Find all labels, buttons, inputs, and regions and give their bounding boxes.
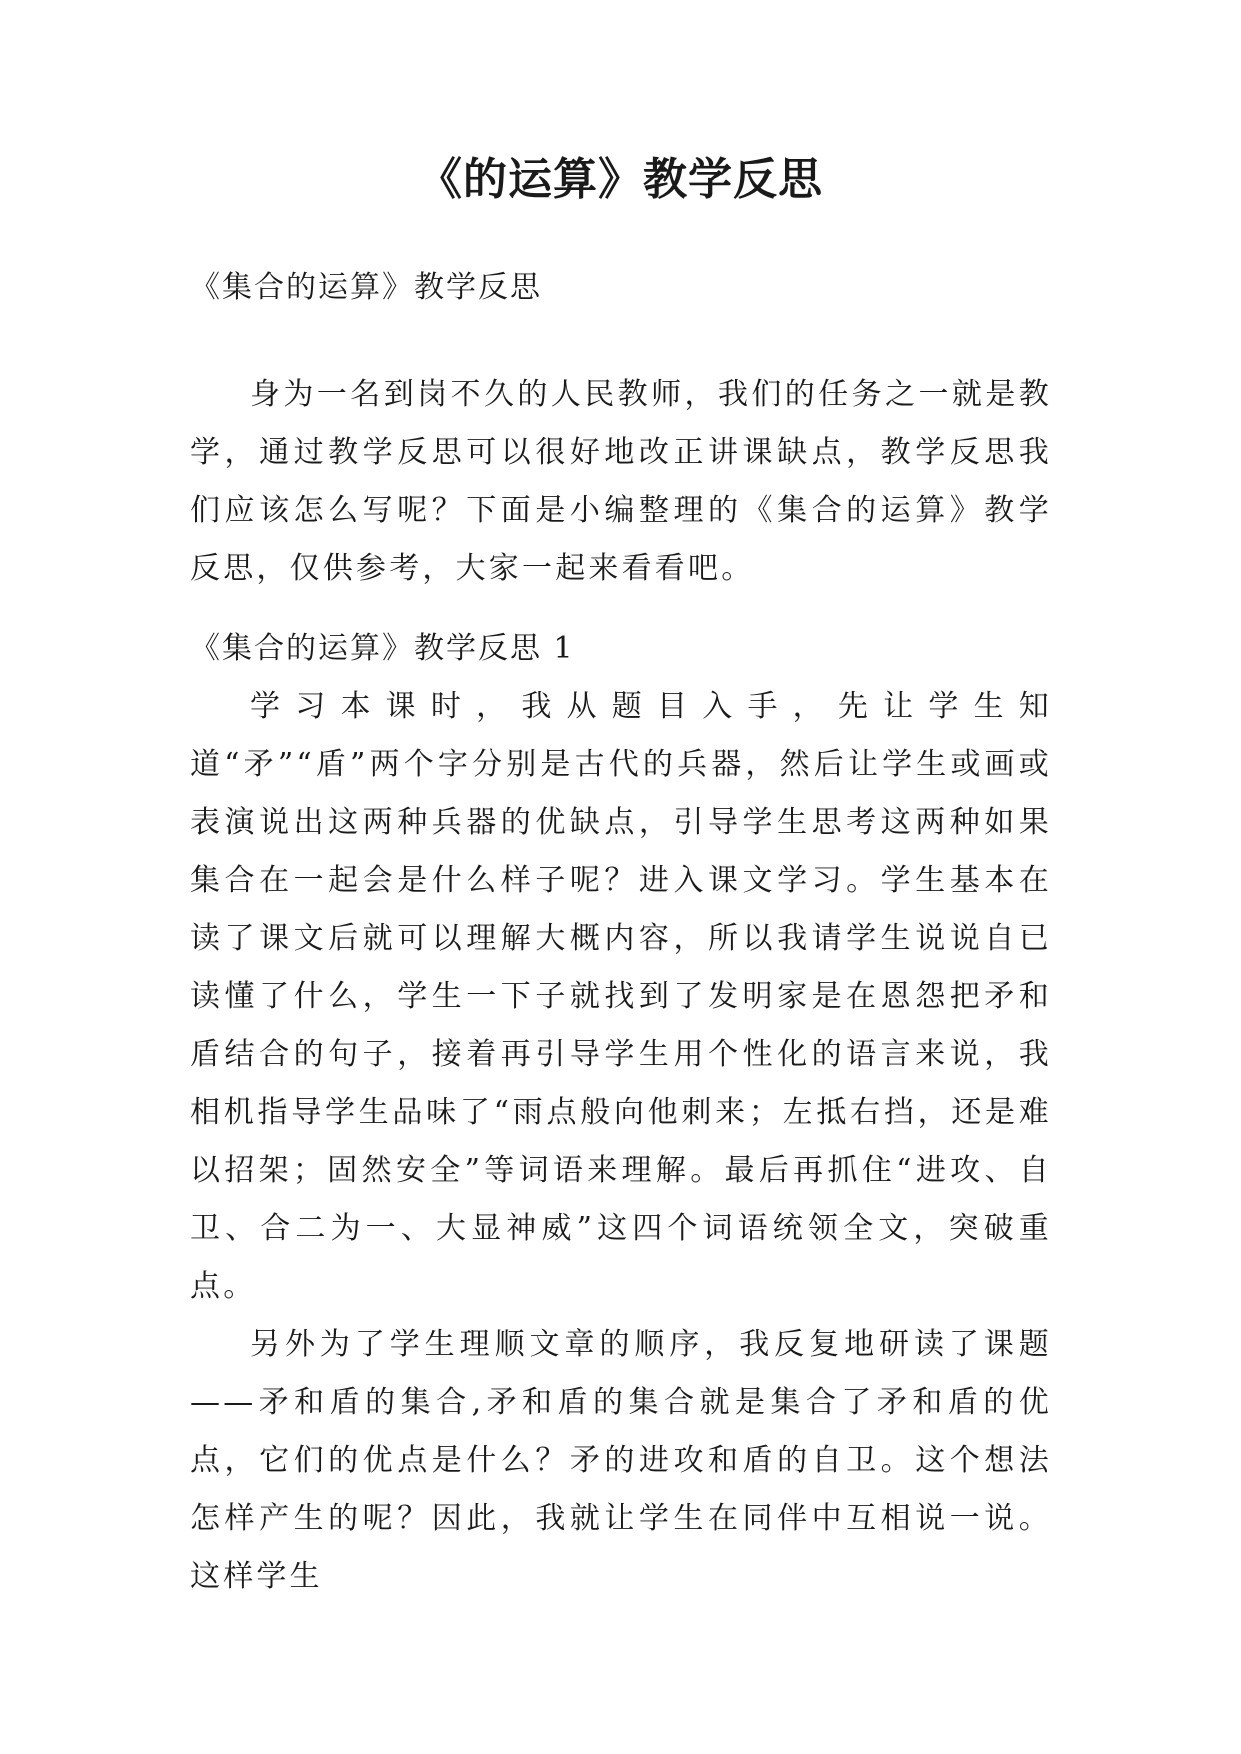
intro-paragraph: 身为一名到岗不久的人民教师，我们的任务之一就是教学，通过教学反思可以很好地改正讲课缺点，教学反思我们应该怎么写呢？下面是小编整理的《集合的运算》教学反思，仅供参考，大家一起来看看吧。: [190, 377, 1052, 586]
section-1-paragraph-1: 学习本课时，我从题目入手，先让学生知道“矛”“盾”两个字分别是古代的兵器，然后让学生或画或表演说出这两种兵器的优缺点，引导学生思考这两种如果集合在一起会是什么样子呢？进入课文学习。学生基本在读了课文后就可以理解大概内容，所以我请学生说说自已读懂了什么，学生一下子就找到了发明家是在恩怨把矛和盾结合的句子，接着再引导学生用个性化的语言来说，我相机指导学生品味了“雨点般向他刺来；左抵右挡，还是难以招架；固然安全”等词语来理解。最后再抓住“进攻、自卫、合二为一、大显神威”这四个词语统领全文，突破重点。: [190, 689, 1052, 1304]
section-1-paragraph-2: 另外为了学生理顺文章的顺序，我反复地研读了课题——矛和盾的集合,矛和盾的集合就是集合了矛和盾的优点，它们的优点是什么？矛的进攻和盾的自卫。这个想法怎样产生的呢？因此，我就让学生在同伴中互相说一说。这样学生: [190, 1327, 1052, 1594]
intro-block: [190, 366, 1052, 598]
document-title: 《的运算》教学反思: [418, 154, 823, 205]
section-1-heading: 《集合的运算》教学反思 1: [190, 631, 575, 666]
document-subtitle: 《集合的运算》教学反思: [190, 270, 542, 305]
section-1: [190, 620, 1052, 1606]
